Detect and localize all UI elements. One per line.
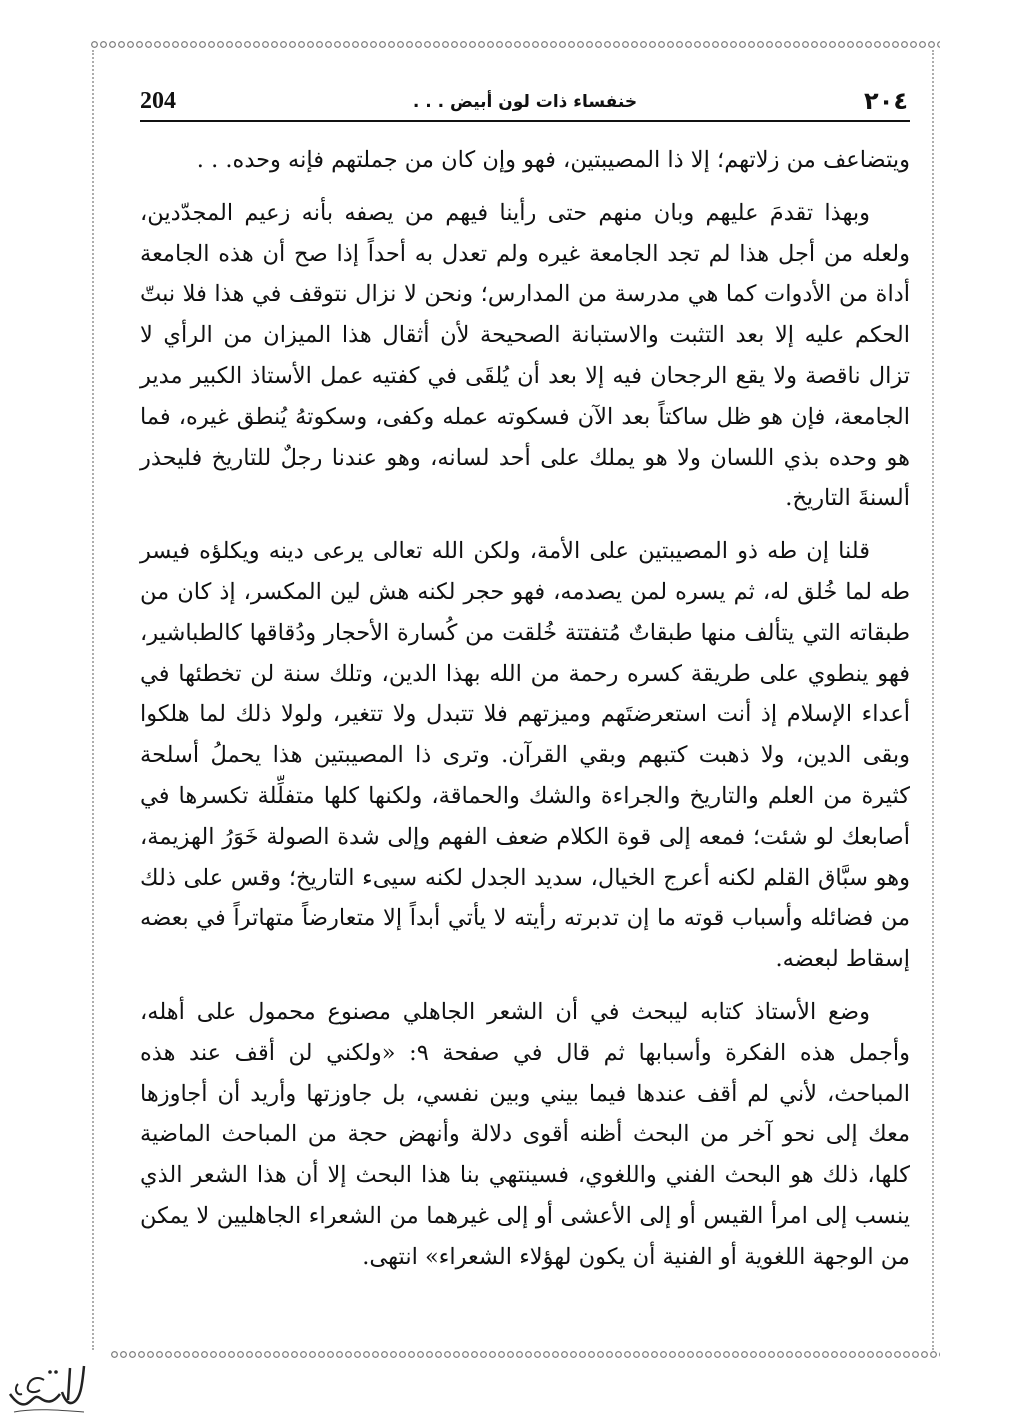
page-header	[140, 86, 910, 122]
left-border-ornament	[92, 50, 96, 1350]
page-number-arabic: ٢٠٤	[864, 87, 908, 115]
bottom-border-ornament	[110, 1348, 940, 1362]
handwritten-signature-logo-icon	[4, 1358, 90, 1420]
paragraph-2: وبهذا تقدمَ عليهم وبان منهم حتى رأينا فيهم من يصفه بأنه زعيم المجدّدين، ولعله من أجل هذا لم تجد الجامعة غيره ولم تعدل به أحداً إذا صح أن هذه الجامعة أداة من الأدوات كما هي مدرسة من المدارس؛ ونحن لا نزال نتوقف في هذا فلا نبتّ الحكم عليه إلا بعد التثبت والاستبانة الصحيحة لأن أثقال هذا الميزان من الرأي لا تزال ناقصة ولا يقع الرجحان فيه إلا بعد أن يُلقَى في كفتيه عمل الأستاذ الكبير مدير الجامعة، فإن هو ظل ساكتاً بعد الآن فسكوته عمله وكفى، وسكوتهُ يُنطق غيره، فما هو وحده بذي اللسان ولا هو يملك على أحد لسانه، وهو عندنا رجلٌ للتاريخ فليحذر ألسنةَ التاريخ.	[140, 199, 910, 512]
top-border-ornament	[90, 38, 940, 52]
paragraph-3: قلنا إن طه ذو المصيبتين على الأمة، ولكن الله تعالى يرعى دينه ويكلؤه فيسر طه لما خُلق له، ثم يسره لمن يصدمه، فهو حجر لكنه هش لين المكسر، إذ كان من طبقاته التي يتألف منها طبقاتٌ مُتفتتة خُلقت من كُسارة الأحجار ودُقاقها كالطباشير، فهو ينطوي على طريقة كسره رحمة من الله بهذا الدين، وتلك سنة لن تخطئها في أعداء الإسلام إذ أنت استعرضتَهم وميزتهم فلا تتبدل ولا تتغير، ولولا ذلك لما هلكوا وبقى الدين، ولا ذهبت كتبهم وبقي القرآن. وترى ذا المصيبتين هذا يحملُ أسلحة كثيرة من العلم والتاريخ والجراءة والشك والحماقة، ولكنها كلها متفلِّلة تكسرها في أصابعك لو شئت؛ فمعه إلى قوة الكلام ضعف الفهم وإلى شدة الصولة خَوَرُ الهزيمة، وهو سبَّاق القلم لكنه أعرج الخيال، سديد الجدل لكنه سيىء التاريخ؛ وقس على ذلك من فضائله وأسباب قوته ما إن تدبرته رأيته لا يأتي أبداً إلا متعارضاً متهاتراً في بعضه إسقاط لبعضه.	[140, 538, 910, 973]
body-text	[140, 140, 910, 1290]
page-number-latin: 204	[140, 88, 176, 114]
paragraph-1: ويتضاعف من زلاتهم؛ إلا ذا المصيبتين، فهو وإن كان من جملتهم فإنه وحده. . .	[196, 147, 910, 173]
right-border-ornament	[932, 50, 936, 1350]
paragraph-4: وضع الأستاذ كتابه ليبحث في أن الشعر الجاهلي مصنوع محمول على أهله، وأجمل هذه الفكرة وأسبابها ثم قال في صفحة ٩: «ولكني لن أقف عند هذه المباحث، لأني لم أقف عندها فيما بيني وبين نفسي، بل جاوزتها وأريد أن أجاوزها معك إلى نحو آخر من البحث أظنه أقوى دلالة وأنهض حجة من المباحث الماضية كلها، ذلك هو البحث الفني واللغوي، فسينتهي بنا هذا البحث إلا أن هذا الشعر الذي ينسب إلى امرأ القيس أو إلى الأعشى أو إلى غيرهما من الشعراء الجاهليين لا يمكن من الوجهة اللغوية أو الفنية أن يكون لهؤلاء الشعراء» انتهى.	[140, 998, 910, 1270]
running-title: خنفساء ذات لون أبيض . . .	[412, 92, 638, 112]
